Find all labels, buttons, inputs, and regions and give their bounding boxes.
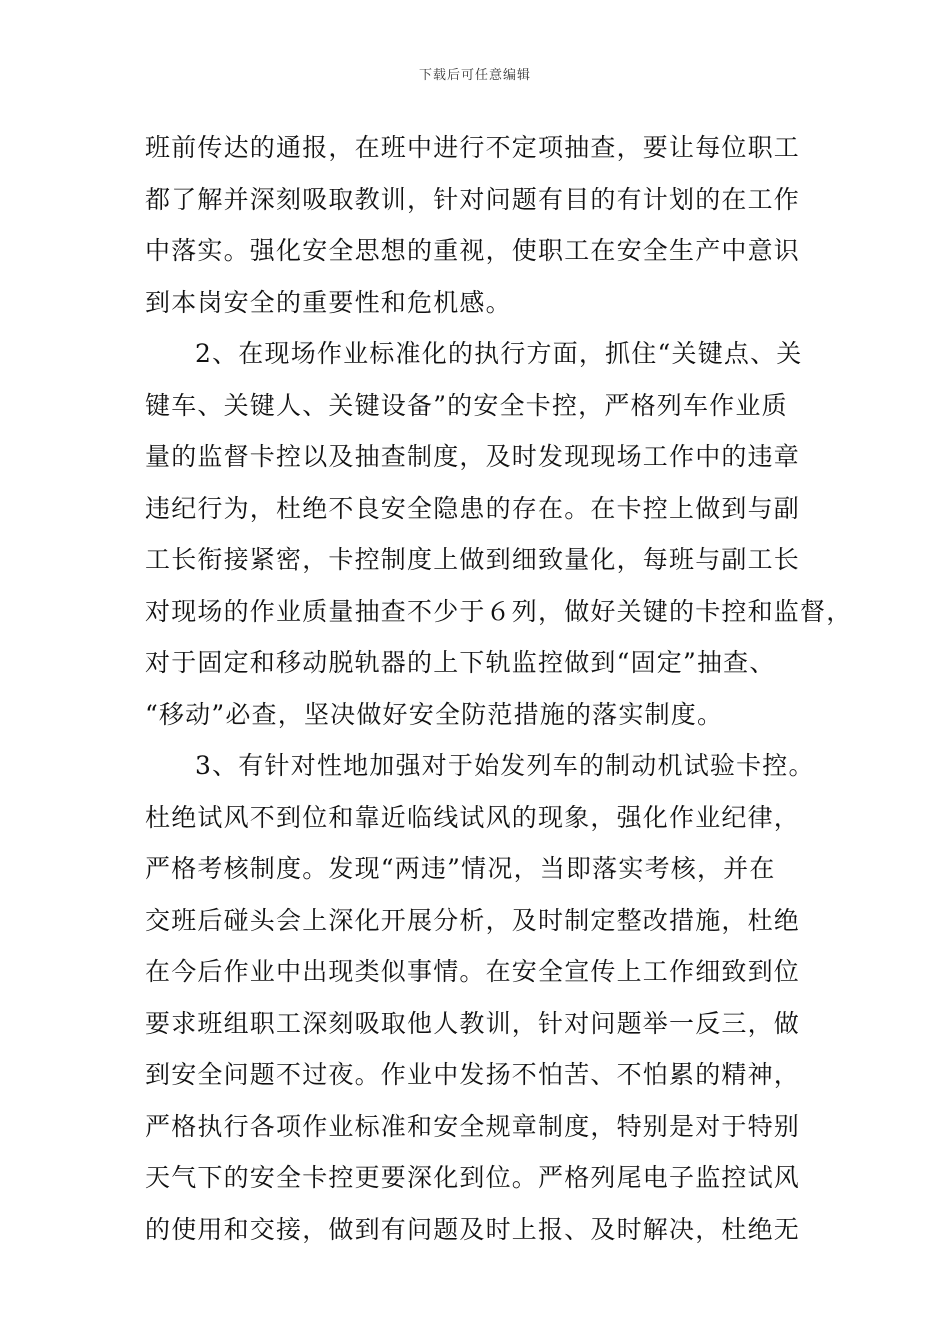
text-line: 要求班组职工深刻吸取他人教训，针对问题举一反三，做 [145, 1008, 801, 1038]
paragraph-3-first-line: 3、有针对性地加强对于始发列车的制动机试验卡控。 [195, 751, 815, 780]
text-line: 严格考核制度。发现“两违”情况，当即落实考核，并在 [145, 854, 776, 883]
text-line: 量的监督卡控以及抽查制度，及时发现现场工作中的违章 [145, 442, 801, 471]
text-line: 工长衔接紧密，卡控制度上做到细致量化，每班与副工长 [145, 545, 801, 574]
text-line: 在今后作业中出现类似事情。在安全宣传上工作细致到位 [145, 957, 801, 986]
text-line: 天气下的安全卡控更要深化到位。严格列尾电子监控试风 [145, 1163, 801, 1192]
document-body [145, 122, 853, 1255]
text-line: 到本岗安全的重要性和危机感。 [145, 287, 512, 317]
text-line: 键车、关键人、关键设备”的安全卡控，严格列车作业质 [145, 390, 788, 420]
text-line: 严格执行各项作业标准和安全规章制度，特别是对于特别 [145, 1111, 801, 1141]
text-line: 到安全问题不过夜。作业中发扬不怕苦、不怕累的精神， [145, 1060, 801, 1089]
text-line: 违纪行为，杜绝不良安全隐患的存在。在卡控上做到与副 [145, 493, 801, 523]
text-line: 杜绝试风不到位和靠近临线试风的现象，强化作业纪律， [145, 802, 801, 832]
text-line: 中落实。强化安全思想的重视，使职工在安全生产中意识 [145, 236, 801, 265]
text-line: 对于固定和移动脱轨器的上下轨监控做到“固定”抽查、 [145, 648, 776, 677]
text-line: 交班后碰头会上深化开展分析，及时制定整改措施，杜绝 [145, 905, 801, 935]
text-line: “移动”必查，坚决做好安全防范措施的落实制度。 [145, 699, 724, 729]
text-line: 班前传达的通报，在班中进行不定项抽查，要让每位职工 [145, 133, 801, 162]
paragraph-2-first-line: 2、在现场作业标准化的执行方面，抓住“关键点、关 [195, 339, 803, 368]
page-header-note: 下载后可任意编辑 [418, 68, 531, 83]
text-line: 对现场的作业质量抽查不少于６列，做好关键的卡控和监督， [145, 596, 853, 626]
text-line: 都了解并深刻吸取教训，针对问题有目的有计划的在工作 [145, 184, 801, 214]
text-line: 的使用和交接，做到有问题及时上报、及时解决，杜绝无 [145, 1214, 801, 1244]
